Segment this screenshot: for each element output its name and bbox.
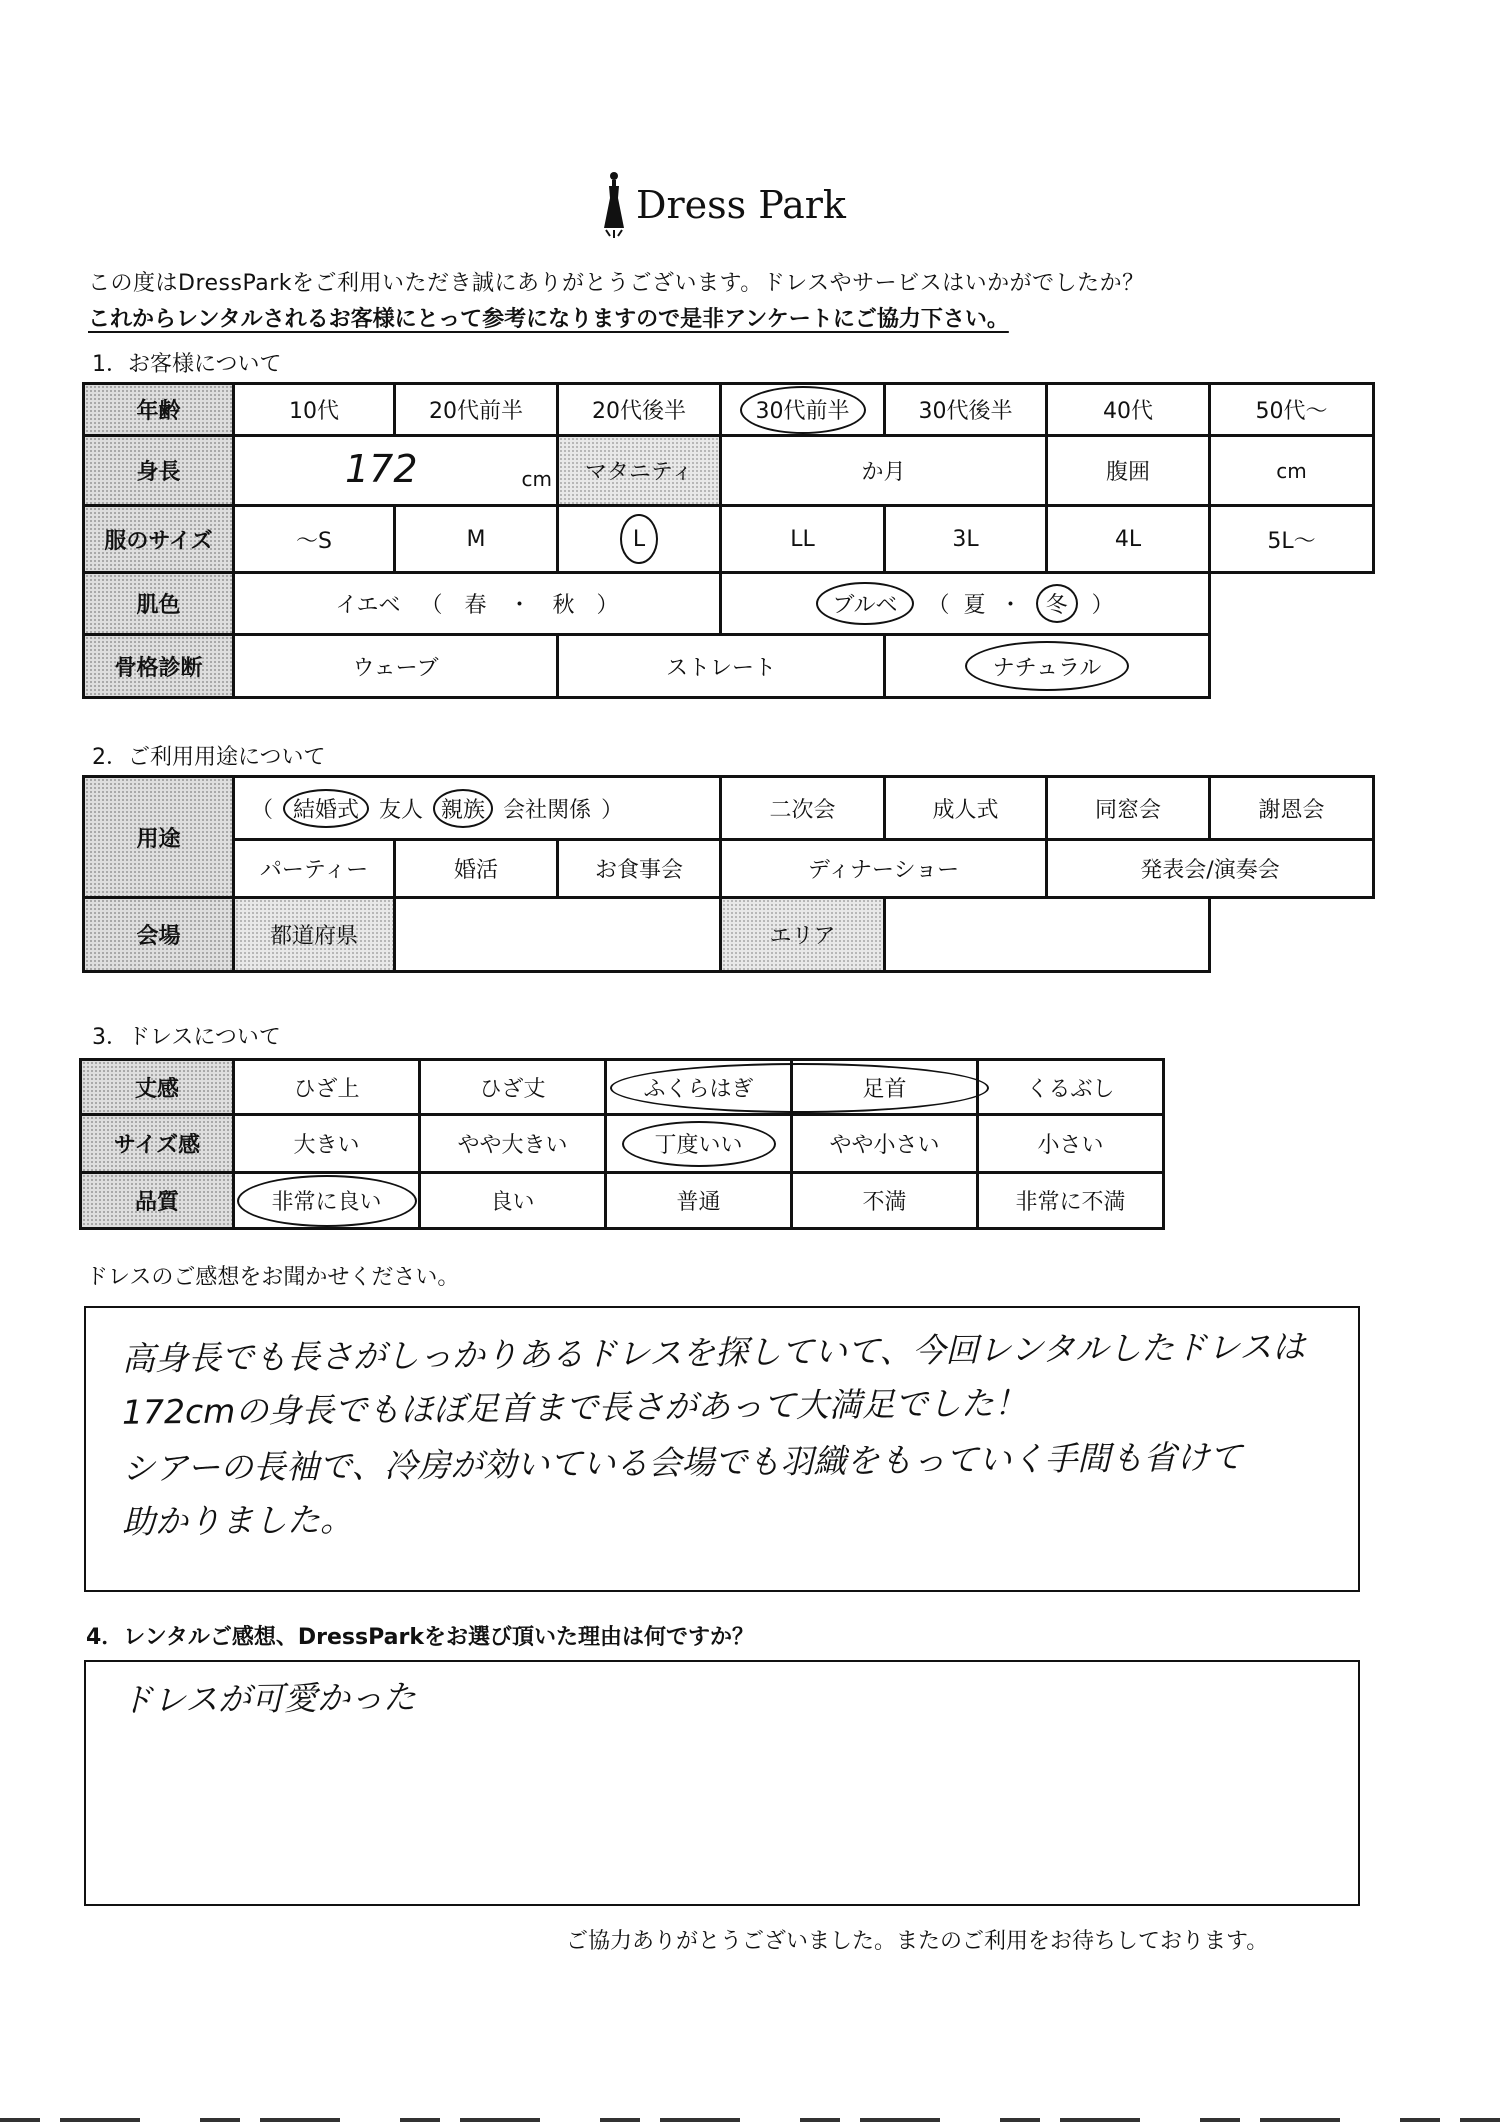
height-field [235, 437, 559, 507]
section2-title: 2．ご利用用途について [92, 745, 326, 770]
usage-friend: 友人 [379, 797, 424, 823]
length-option-selected: 足首 [793, 1058, 979, 1116]
waist-label: 腹囲 [1048, 437, 1211, 507]
fit-option: 小さい [979, 1116, 1165, 1174]
venue-prefecture-field [396, 899, 722, 973]
venue-label: 会場 [82, 899, 235, 973]
comment-line: シアーの長袖で、冷房が効いている会場でも羽織をもっていく手間も省けて [121, 1437, 1243, 1488]
age-option: 10代 [235, 382, 396, 437]
usage-company: 会社関係 [503, 797, 592, 823]
height-value: 172 [345, 447, 418, 491]
age-option: 20代前半 [396, 382, 559, 437]
skin-yellow-option [235, 574, 722, 636]
size-option-selected: L [559, 507, 722, 574]
empty-cell [1211, 574, 1375, 636]
age-option-selected: 30代前半 [722, 382, 886, 437]
empty-cell [1211, 636, 1375, 699]
footer-thanks: ご協力ありがとうございました。またのご利用をお待ちしております。 [566, 1929, 1269, 1954]
age-option: 30代後半 [886, 382, 1048, 437]
quality-option: 良い [421, 1174, 607, 1230]
age-option: 20代後半 [559, 382, 722, 437]
usage-option: 発表会/演奏会 [1048, 841, 1375, 899]
fit-option: やや小さい [793, 1116, 979, 1174]
skeleton-option-selected: ナチュラル [886, 636, 1211, 699]
skin-blue-paren-close: ） [1091, 593, 1114, 618]
usage-option: ディナーショー [722, 841, 1048, 899]
size-option: M [396, 507, 559, 574]
size-option: 5L～ [1211, 507, 1375, 574]
fit-option: やや大きい [421, 1116, 607, 1174]
comment-line: 172cmの身長でもほぼ足首まで長さがあって大満足でした！ [121, 1383, 1028, 1432]
wedding-paren-open: （ [251, 797, 274, 823]
usage-option: 謝恩会 [1211, 775, 1375, 841]
age-option: 50代～ [1211, 382, 1375, 437]
brand-logo [600, 160, 846, 250]
waist-unit: cm [1276, 458, 1307, 483]
quality-label: 品質 [79, 1174, 235, 1230]
brand-name: Dress Park [636, 183, 846, 227]
usage-option: 同窓会 [1048, 775, 1211, 841]
quality-option-selected: 非常に良い [235, 1174, 421, 1230]
size-option: ～S [235, 507, 396, 574]
height-label: 身長 [82, 437, 235, 507]
reason-answer: ドレスが可愛かった [119, 1677, 417, 1720]
fit-option-selected: 丁度いい [607, 1116, 793, 1174]
quality-option: 普通 [607, 1174, 793, 1230]
venue-area-label: エリア [722, 899, 886, 973]
reason-box [84, 1660, 1360, 1906]
comment-prompt: ドレスのご感想をお聞かせください。 [86, 1265, 460, 1290]
skin-dot: ・ [999, 593, 1022, 618]
length-option-selected: ふくらはぎ [607, 1058, 793, 1116]
waist-field [1211, 437, 1375, 507]
size-option: LL [722, 507, 886, 574]
height-unit: cm [521, 467, 552, 491]
section4-title: 4．レンタルご感想、DressParkをお選び頂いた理由は何ですか？ [86, 1625, 754, 1650]
usage-option: 二次会 [722, 775, 886, 841]
dress-icon [600, 170, 628, 240]
skeleton-label: 骨格診断 [82, 636, 235, 699]
usage-table [82, 775, 1385, 973]
section3-title: 3．ドレスについて [92, 1025, 281, 1050]
skin-summer: 夏 [963, 593, 986, 618]
skin-winter-selected: 冬 [1036, 584, 1078, 623]
skin-label: 肌色 [82, 574, 235, 636]
empty-cell [1211, 899, 1375, 973]
customer-table [82, 382, 1385, 699]
usage-relative-selected: 親族 [433, 789, 493, 828]
maternity-months-field [722, 437, 1048, 507]
age-label: 年齢 [82, 382, 235, 437]
length-option: ひざ上 [235, 1058, 421, 1116]
skin-blue-option [722, 574, 1211, 636]
intro-line-2: これからレンタルされるお客様にとって参考になりますので是非アンケートにご協力下さい。 [88, 307, 1009, 332]
usage-option: 婚活 [396, 841, 559, 899]
size-option: 4L [1048, 507, 1211, 574]
months-unit: か月 [861, 460, 906, 485]
usage-wedding-group [235, 775, 722, 841]
skeleton-option: ストレート [559, 636, 886, 699]
length-option: くるぶし [979, 1058, 1165, 1116]
length-option: ひざ丈 [421, 1058, 607, 1116]
comment-box [84, 1306, 1360, 1592]
usage-label: 用途 [82, 775, 235, 899]
comment-line: 高身長でも長さがしっかりあるドレスを探していて、今回レンタルしたドレスは [121, 1326, 1306, 1379]
maternity-label: マタニティ [559, 437, 722, 507]
usage-option: 成人式 [886, 775, 1048, 841]
size-label: 服のサイズ [82, 507, 235, 574]
venue-prefecture-label: 都道府県 [235, 899, 396, 973]
quality-option: 非常に不満 [979, 1174, 1165, 1230]
usage-option: パーティー [235, 841, 396, 899]
venue-area-field [886, 899, 1211, 973]
wedding-paren-close: ） [601, 797, 624, 823]
size-option: 3L [886, 507, 1048, 574]
skin-blue-paren-open: （ [927, 593, 950, 618]
scan-edge [0, 2118, 1500, 2122]
length-selection-mark [610, 1063, 989, 1113]
section1-title: 1．お客様について [92, 352, 282, 377]
fit-option: 大きい [235, 1116, 421, 1174]
skin-yellow-seasons: （ 春 ・ 秋 ） [420, 593, 619, 618]
quality-option: 不満 [793, 1174, 979, 1230]
intro-line-1: この度はDressParkをご利用いただき誠にありがとうございます。ドレスやサービスはいかがでしたか？ [88, 271, 1145, 296]
skeleton-option: ウェーブ [235, 636, 559, 699]
fit-label: サイズ感 [79, 1116, 235, 1174]
skin-yellow-label: イエベ [335, 593, 401, 618]
comment-line: 助かりました。 [121, 1499, 354, 1542]
length-label: 丈感 [79, 1058, 235, 1116]
usage-wedding-selected: 結婚式 [283, 789, 369, 828]
skin-blue-selected: ブルベ [816, 582, 913, 625]
usage-option: お食事会 [559, 841, 722, 899]
age-option: 40代 [1048, 382, 1211, 437]
